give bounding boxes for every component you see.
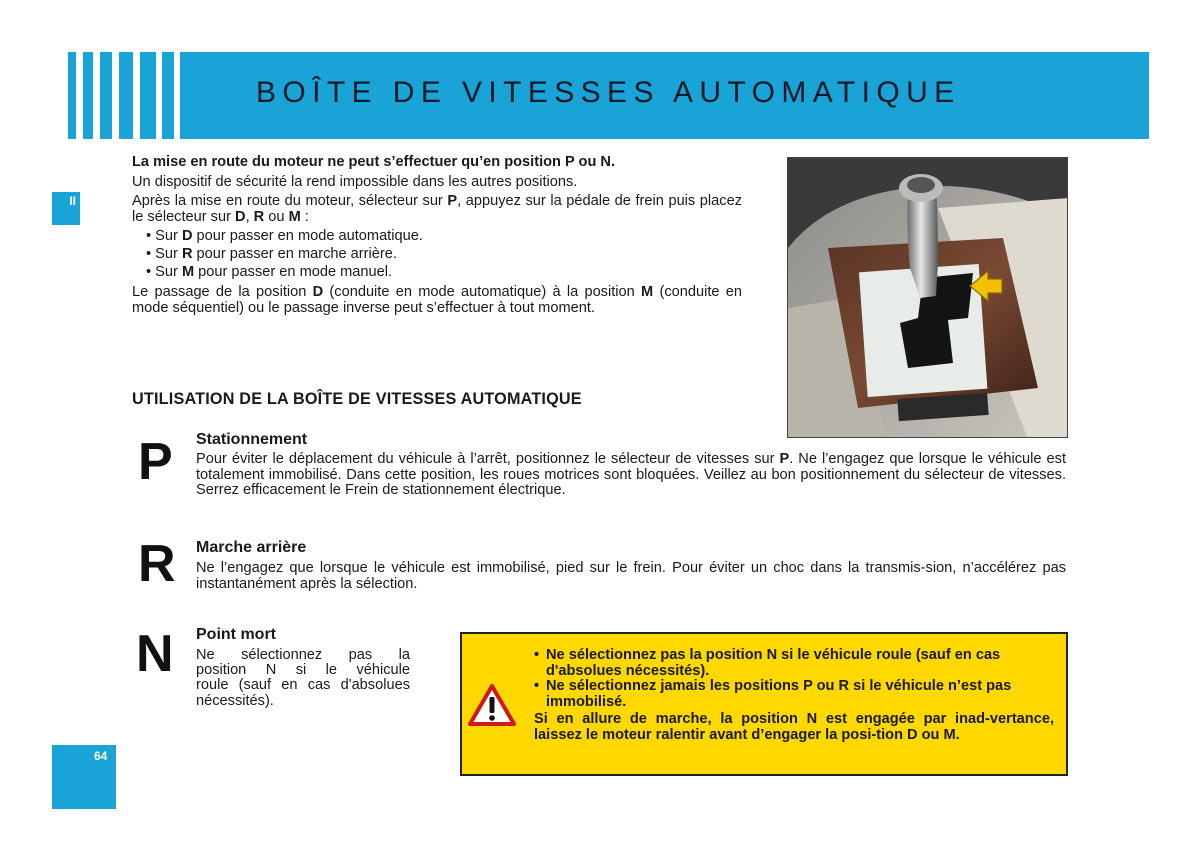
header-stripe <box>83 52 93 139</box>
header-stripe <box>68 52 76 139</box>
section-title: UTILISATION DE LA BOÎTE DE VITESSES AUTOMATIQUE <box>132 390 582 408</box>
chapter-tab <box>52 192 80 225</box>
warning-note: Si en allure de marche, la position N est engagée par inad-vertance, laissez le moteur ralentir avant d’engager la posi-tion D ou M. <box>534 711 1054 743</box>
header-stripe <box>119 52 133 139</box>
gear-selector-photo <box>787 157 1068 438</box>
intro-text <box>132 154 742 319</box>
position-description: roule (sauf en cas d'absolues nécessités). <box>196 677 410 709</box>
chapter-label: II <box>69 194 76 208</box>
intro-line: Un dispositif de sécurité la rend impossible dans les autres positions. <box>132 174 578 190</box>
intro-line: Après la mise en route du moteur, sélecteur sur P, appuyez sur la pédale de frein puis placez le sélecteur sur D, R ou M : <box>132 193 742 225</box>
warning-box <box>460 632 1068 776</box>
warning-bullet: • Ne sélectionnez pas la position N si le véhicule roule (sauf en cas d'absolues nécessités). <box>534 647 1001 679</box>
position-description: position N si le véhicule <box>196 662 410 678</box>
position-title: Point mort <box>196 626 276 643</box>
position-letter-n: N <box>136 625 174 683</box>
position-description: Pour éviter le déplacement du véhicule à l’arrêt, positionnez le sélecteur de vitesses sur P. Ne l’engagez que lorsque le véhicule est totalement immobilisé. Dans cette position, les roues motrices sont bloquées. Veillez au bon positionnement du sélecteur de vitesses. Serrez efficacement le Frein de stationnement électrique. <box>196 451 1066 498</box>
position-title: Marche arrière <box>196 539 307 556</box>
list-item: • Sur M pour passer en mode manuel. <box>146 264 742 281</box>
warning-bullet: • Ne sélectionnez jamais les positions P ou R si le véhicule n’est pas immobilisé. <box>534 678 1012 710</box>
position-letter-r: R <box>138 535 176 593</box>
page-number: 64 <box>94 749 108 763</box>
intro-bold-line: La mise en route du moteur ne peut s’effectuer qu’en position P ou N. <box>132 154 616 170</box>
page-title: BOÎTE DE VITESSES AUTOMATIQUE <box>256 76 961 109</box>
header-stripe <box>100 52 112 139</box>
warning-triangle-icon <box>468 684 516 726</box>
position-list <box>132 228 742 281</box>
intro-line: Le passage de la position D (conduite en mode automatique) à la position M (conduite en mode séquentiel) ou le passage inverse peut s’effectuer à tout moment. <box>132 284 742 316</box>
header-stripe <box>140 52 156 139</box>
position-description: Ne sélectionnez pas la <box>196 647 410 663</box>
position-description: Ne l’engagez que lorsque le véhicule est immobilisé, pied sur le frein. Pour éviter un choc dans la transmis-sion, n’accélérez pas instantanément après la sélection. <box>196 560 1066 592</box>
header-stripe <box>162 52 174 139</box>
page-number-tab <box>52 745 116 809</box>
gear-selector-illustration <box>788 158 1068 438</box>
warning-text <box>534 648 1054 743</box>
list-item: • Sur D pour passer en mode automatique. <box>146 228 742 245</box>
position-letter-p: P <box>138 433 173 491</box>
position-title: Stationnement <box>196 431 308 448</box>
list-item: • Sur R pour passer en marche arrière. <box>146 246 742 263</box>
